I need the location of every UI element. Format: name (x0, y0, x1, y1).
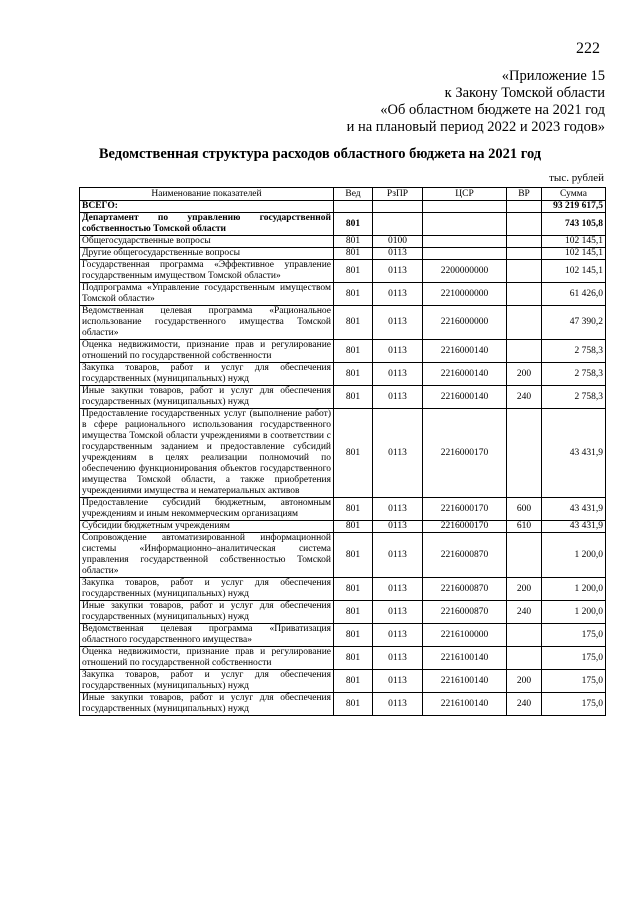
cell-csr: 2216000870 (423, 601, 507, 624)
cell-sum: 2 758,3 (542, 363, 606, 386)
cell-ved (334, 201, 373, 213)
cell-name: Оценка недвижимости, признание прав и регулирование отношений по государственной собственности (80, 647, 334, 670)
cell-name: Оценка недвижимости, признание прав и регулирование отношений по государственной собственности (80, 340, 334, 363)
cell-rzpr: 0113 (373, 578, 423, 601)
cell-ved: 801 (334, 340, 373, 363)
cell-rzpr: 0113 (373, 693, 423, 716)
header-name: Наименование показателей (80, 188, 334, 201)
cell-vr (507, 647, 542, 670)
table-row (80, 213, 606, 236)
table-row (80, 201, 606, 213)
header-rzpr: РзПР (373, 188, 423, 201)
cell-sum: 61 426,0 (542, 283, 606, 306)
cell-vr (507, 248, 542, 260)
cell-rzpr: 0113 (373, 248, 423, 260)
header-csr: ЦСР (423, 188, 507, 201)
appendix-line-1: «Приложение 15 (501, 68, 605, 84)
document-title: Ведомственная структура расходов областного бюджета на 2021 год (98, 146, 542, 162)
cell-sum: 43 431,9 (542, 521, 606, 533)
cell-rzpr: 0113 (373, 624, 423, 647)
table-row (80, 601, 606, 624)
cell-rzpr (373, 201, 423, 213)
table-body (80, 201, 606, 716)
cell-vr (507, 260, 542, 283)
cell-csr: 2216100000 (423, 624, 507, 647)
cell-name: Общегосударственные вопросы (80, 236, 334, 248)
cell-csr: 2210000000 (423, 283, 507, 306)
cell-ved: 801 (334, 386, 373, 409)
table-row (80, 306, 606, 340)
table-row (80, 624, 606, 647)
cell-name: Департамент по управлению государственной собственностью Томской области (80, 213, 334, 236)
cell-name: Ведомственная целевая программа «Приватизация областного государственного имущества» (80, 624, 334, 647)
cell-sum: 175,0 (542, 647, 606, 670)
cell-vr: 240 (507, 601, 542, 624)
cell-vr: 240 (507, 693, 542, 716)
header-ved: Вед (334, 188, 373, 201)
appendix-line-2: к Закону Томской области (444, 85, 605, 101)
cell-name: Государственная программа «Эффективное управление государственным имуществом Томской области» (80, 260, 334, 283)
cell-rzpr: 0113 (373, 647, 423, 670)
cell-vr (507, 213, 542, 236)
cell-sum: 175,0 (542, 670, 606, 693)
cell-vr (507, 340, 542, 363)
cell-rzpr: 0113 (373, 386, 423, 409)
table-row (80, 363, 606, 386)
cell-vr: 200 (507, 670, 542, 693)
cell-csr: 2216000140 (423, 340, 507, 363)
cell-rzpr: 0113 (373, 340, 423, 363)
cell-sum: 1 200,0 (542, 533, 606, 578)
cell-rzpr: 0100 (373, 236, 423, 248)
table-row (80, 283, 606, 306)
cell-csr: 2216000170 (423, 521, 507, 533)
table-row (80, 340, 606, 363)
cell-sum: 47 390,2 (542, 306, 606, 340)
cell-ved: 801 (334, 601, 373, 624)
appendix-line-4: и на плановый период 2022 и 2023 годов» (346, 119, 605, 135)
header-sum: Сумма (542, 188, 606, 201)
cell-csr: 2216000140 (423, 363, 507, 386)
table-row (80, 533, 606, 578)
cell-sum: 2 758,3 (542, 386, 606, 409)
cell-ved: 801 (334, 578, 373, 601)
cell-vr (507, 409, 542, 498)
cell-ved: 801 (334, 647, 373, 670)
cell-name: Закупка товаров, работ и услуг для обеспечения государственных (муниципальных) нужд (80, 363, 334, 386)
cell-vr (507, 624, 542, 647)
cell-vr: 240 (507, 386, 542, 409)
cell-name: Иные закупки товаров, работ и услуг для обеспечения государственных (муниципальных) нужд (80, 693, 334, 716)
cell-vr: 610 (507, 521, 542, 533)
cell-vr: 200 (507, 578, 542, 601)
cell-name: Предоставление субсидий бюджетным, автономным учреждениям и иным некоммерческим организациям (80, 498, 334, 521)
cell-ved: 801 (334, 521, 373, 533)
cell-ved: 801 (334, 409, 373, 498)
cell-ved: 801 (334, 213, 373, 236)
budget-table (79, 187, 606, 716)
cell-csr: 2216100140 (423, 647, 507, 670)
table-row (80, 386, 606, 409)
cell-vr: 200 (507, 363, 542, 386)
cell-ved: 801 (334, 283, 373, 306)
cell-name: Предоставление государственных услуг (выполнение работ) в сфере рационального использования государственного имущества Томской области учреждениями в соответствии с государственным заданием и предоставление субсидий учреждениям в целях реализации полномочий по обеспечению функционирования объектов государственного имущества Томской области, а также приобретения учреждениями имущества и нематериальных активов (80, 409, 334, 498)
cell-name: Иные закупки товаров, работ и услуг для обеспечения государственных (муниципальных) нужд (80, 386, 334, 409)
table-header-row (80, 188, 606, 201)
cell-csr: 2216000170 (423, 409, 507, 498)
cell-csr: 2216000170 (423, 498, 507, 521)
cell-ved: 801 (334, 248, 373, 260)
cell-rzpr: 0113 (373, 306, 423, 340)
cell-sum: 1 200,0 (542, 578, 606, 601)
cell-name: Ведомственная целевая программа «Рациональное использование государственного имущества Томской области» (80, 306, 334, 340)
appendix-header (347, 68, 605, 136)
cell-vr (507, 201, 542, 213)
cell-ved: 801 (334, 498, 373, 521)
cell-sum: 2 758,3 (542, 340, 606, 363)
cell-sum: 102 145,1 (542, 236, 606, 248)
cell-csr: 2216100140 (423, 670, 507, 693)
cell-csr: 2216100140 (423, 693, 507, 716)
cell-rzpr (373, 213, 423, 236)
cell-sum: 43 431,9 (542, 409, 606, 498)
cell-sum: 43 431,9 (542, 498, 606, 521)
table-row (80, 248, 606, 260)
cell-sum: 743 105,8 (542, 213, 606, 236)
cell-name: Иные закупки товаров, работ и услуг для обеспечения государственных (муниципальных) нужд (80, 601, 334, 624)
cell-vr (507, 533, 542, 578)
table-row (80, 409, 606, 498)
table-row (80, 647, 606, 670)
cell-name: Сопровождение автоматизированной информационной системы «Информационно–аналитическая система управления государственной собственностью Томской области» (80, 533, 334, 578)
cell-ved: 801 (334, 363, 373, 386)
cell-csr: 2200000000 (423, 260, 507, 283)
cell-name: Подпрограмма «Управление государственным имуществом Томской области» (80, 283, 334, 306)
cell-name: Другие общегосударственные вопросы (80, 248, 334, 260)
cell-ved: 801 (334, 533, 373, 578)
table-row (80, 670, 606, 693)
cell-sum: 102 145,1 (542, 260, 606, 283)
header-vr: ВР (507, 188, 542, 201)
table-row (80, 498, 606, 521)
cell-csr: 2216000870 (423, 533, 507, 578)
cell-ved: 801 (334, 236, 373, 248)
cell-ved: 801 (334, 670, 373, 693)
cell-sum: 1 200,0 (542, 601, 606, 624)
cell-vr (507, 283, 542, 306)
cell-csr: 2216000870 (423, 578, 507, 601)
cell-csr (423, 236, 507, 248)
table-row (80, 693, 606, 716)
cell-vr (507, 306, 542, 340)
cell-rzpr: 0113 (373, 409, 423, 498)
cell-csr (423, 213, 507, 236)
cell-sum: 175,0 (542, 693, 606, 716)
cell-vr: 600 (507, 498, 542, 521)
cell-sum: 93 219 617,5 (542, 201, 606, 213)
cell-csr: 2216000140 (423, 386, 507, 409)
cell-rzpr: 0113 (373, 670, 423, 693)
cell-sum: 102 145,1 (542, 248, 606, 260)
cell-ved: 801 (334, 693, 373, 716)
cell-ved: 801 (334, 624, 373, 647)
table-row (80, 521, 606, 533)
cell-name: Закупка товаров, работ и услуг для обеспечения государственных (муниципальных) нужд (80, 578, 334, 601)
cell-vr (507, 236, 542, 248)
unit-label: тыс. рублей (549, 172, 604, 184)
cell-name: Закупка товаров, работ и услуг для обеспечения государственных (муниципальных) нужд (80, 670, 334, 693)
table-row (80, 260, 606, 283)
cell-name: Субсидии бюджетным учреждениям (80, 521, 334, 533)
cell-rzpr: 0113 (373, 260, 423, 283)
cell-rzpr: 0113 (373, 601, 423, 624)
table-row (80, 236, 606, 248)
cell-rzpr: 0113 (373, 521, 423, 533)
cell-csr (423, 248, 507, 260)
cell-csr: 2216000000 (423, 306, 507, 340)
appendix-line-3: «Об областном бюджете на 2021 год (380, 102, 605, 118)
cell-ved: 801 (334, 306, 373, 340)
page-number: 222 (576, 40, 600, 57)
cell-rzpr: 0113 (373, 363, 423, 386)
cell-rzpr: 0113 (373, 498, 423, 521)
cell-rzpr: 0113 (373, 283, 423, 306)
cell-ved: 801 (334, 260, 373, 283)
cell-csr (423, 201, 507, 213)
table-row (80, 578, 606, 601)
cell-rzpr: 0113 (373, 533, 423, 578)
cell-name: ВСЕГО: (80, 201, 334, 213)
cell-sum: 175,0 (542, 624, 606, 647)
